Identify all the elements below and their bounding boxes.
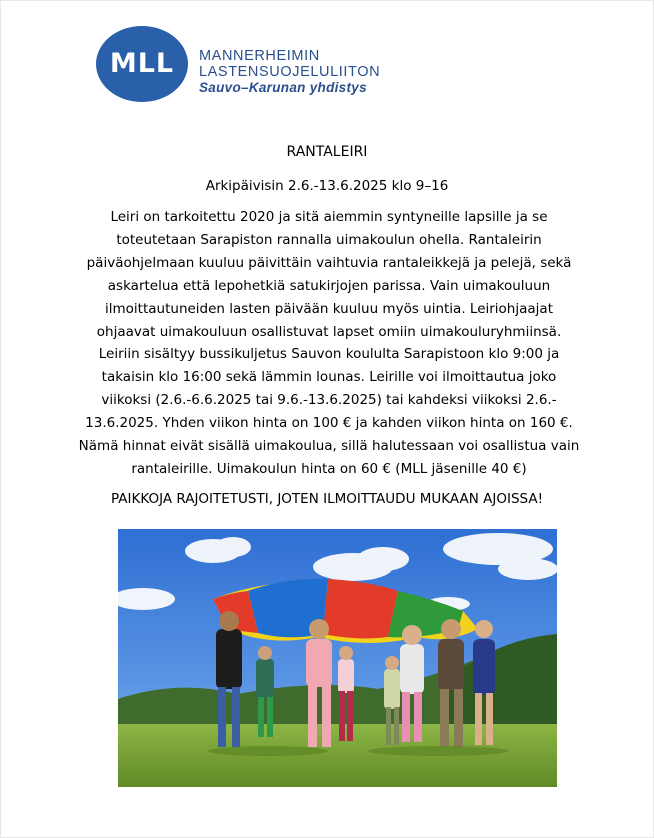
logo-line-1: MANNERHEIMIN — [199, 48, 320, 64]
children-parachute-photo — [118, 529, 557, 787]
body-line: Nämä hinnat eivät sisällä uimakoulua, sillä halutessaan voi osallistua vain — [78, 438, 580, 455]
body-line: takaisin klo 16:00 sekä lämmin lounas. Leirille voi ilmoittautua joko — [101, 369, 557, 386]
logo-line-3: Sauvo–Karunan yhdistys — [199, 80, 367, 95]
body-line: päiväohjelmaan kuuluu päivittäin vaihtuvia rantaleikkejä ja pelejä, sekä — [86, 254, 572, 271]
body-line: Leiri on tarkoitettu 2020 ja sitä aiemmin syntyneille lapsille ja se — [110, 209, 548, 225]
logo-abbr: MLL — [109, 48, 175, 79]
notice-text: PAIKKOJA RAJOITETUSTI, JOTEN ILMOITTAUDU MUKAAN AJOISSA! — [111, 491, 543, 507]
photo-illustration — [118, 529, 557, 787]
body-line: toteutetaan Sarapiston rannalla uimakoulun ohella. Rantaleirin — [116, 231, 542, 248]
body-line: viikoksi (2.6.-6.6.2025 tai 9.6.-13.6.2025) tai kahdeksi viikoksi 2.6.- — [101, 392, 557, 409]
body-line: askartelua että lepohetkiä satukirjojen parissa. Vain uimakouluun — [107, 277, 551, 294]
body-line: Leiriin sisältyy bussikuljetus Sauvon koululta Sarapistoon klo 9:00 ja — [98, 346, 560, 363]
logo-line-2: LASTENSUOJELULIITON — [199, 64, 381, 80]
page-title: RANTALEIRI — [286, 144, 368, 160]
body-line: rantaleirille. Uimakoulun hinta on 60 € (MLL jäsenille 40 €) — [131, 460, 527, 477]
mll-logo — [96, 26, 396, 106]
body-line: ohjaavat uimakouluun osallistuvat lapset omiin uimakouluryhmiinsä. — [96, 323, 562, 340]
body-line: ilmoittautuneiden lasten päivään kuuluu myös uintia. Leiriohjaajat — [105, 300, 553, 317]
body-paragraph — [58, 206, 600, 481]
camp-dates: Arkipäivisin 2.6.-13.6.2025 klo 9–16 — [205, 178, 449, 194]
body-line: 13.6.2025. Yhden viikon hinta on 100 € ja kahden viikon hinta on 160 €. — [85, 415, 573, 432]
